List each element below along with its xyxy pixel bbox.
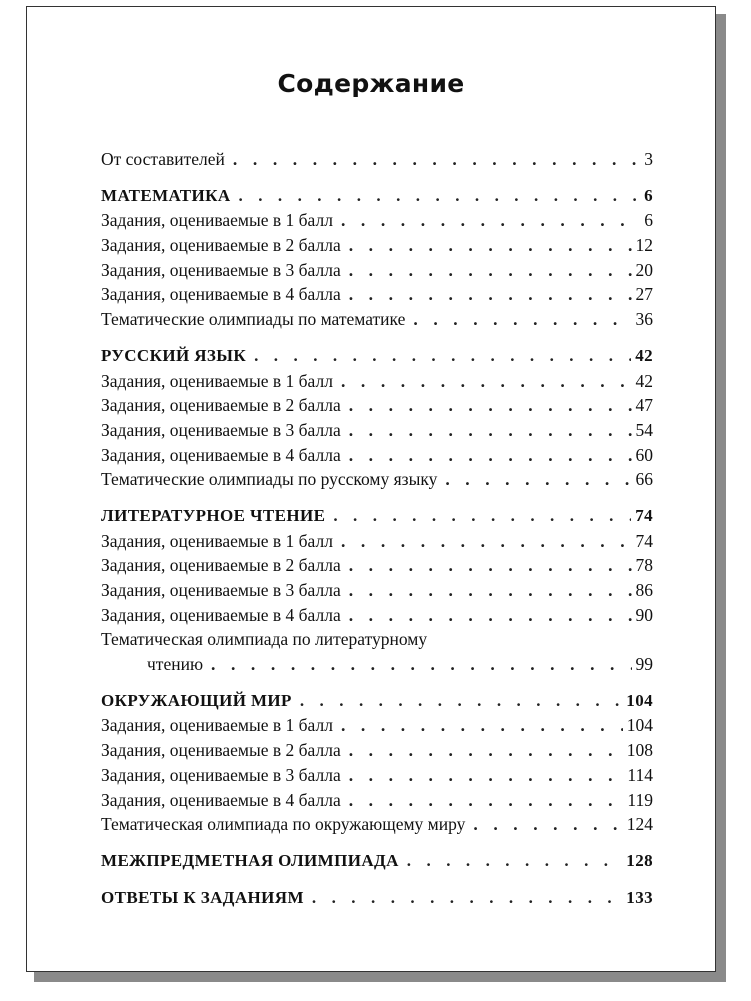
toc-entry-title: Задания, оцениваемые в 3 балла bbox=[101, 764, 341, 785]
toc-section-entry bbox=[101, 849, 653, 874]
toc-entry-title: Задания, оцениваемые в 2 балла bbox=[101, 235, 341, 256]
dot-leader bbox=[349, 603, 632, 628]
dot-leader bbox=[233, 147, 640, 172]
toc-entry bbox=[101, 763, 653, 788]
toc-page-number: 54 bbox=[635, 419, 653, 440]
toc-page-number: 12 bbox=[635, 235, 653, 256]
toc-entry bbox=[101, 738, 653, 763]
toc-page-number: 128 bbox=[626, 850, 653, 870]
toc-entry bbox=[101, 713, 653, 738]
toc-entry bbox=[101, 418, 653, 443]
toc-entry bbox=[101, 652, 653, 677]
toc-entry-title: Задания, оцениваемые в 1 балл bbox=[101, 530, 333, 551]
toc-entry-title: Задания, оцениваемые в 3 балла bbox=[101, 419, 341, 440]
toc-entry-title: чтению bbox=[147, 654, 204, 675]
toc-entry bbox=[101, 553, 653, 578]
toc-entry-title: Задания, оцениваемые в 2 балла bbox=[101, 395, 341, 416]
dot-leader bbox=[239, 184, 641, 209]
toc-section-entry bbox=[101, 184, 653, 209]
toc-entry-title: ОТВЕТЫ К ЗАДАНИЯМ bbox=[101, 887, 304, 907]
toc-entry bbox=[101, 812, 653, 837]
toc-entry bbox=[101, 208, 653, 233]
document-page bbox=[26, 6, 716, 972]
toc-page-number: 6 bbox=[644, 210, 653, 231]
dot-leader bbox=[349, 553, 632, 578]
toc-page-number: 133 bbox=[626, 887, 653, 907]
dot-leader bbox=[349, 233, 632, 258]
toc-section-entry bbox=[101, 344, 653, 369]
toc-page-number: 47 bbox=[635, 395, 653, 416]
toc-page-number: 6 bbox=[644, 185, 653, 205]
toc-section-entry bbox=[101, 689, 653, 714]
toc-page-number: 114 bbox=[627, 764, 653, 785]
dot-leader bbox=[341, 713, 623, 738]
dot-leader bbox=[300, 689, 622, 714]
toc-entry-title: МЕЖПРЕДМЕТНАЯ ОЛИМПИАДА bbox=[101, 850, 399, 870]
toc-page-number: 3 bbox=[644, 149, 653, 169]
toc-entry-title: ЛИТЕРАТУРНОЕ ЧТЕНИЕ bbox=[101, 505, 326, 525]
dot-leader bbox=[341, 529, 632, 554]
dot-leader bbox=[312, 886, 622, 911]
toc-page-number: 74 bbox=[635, 530, 653, 551]
toc-entry-title: Тематическая олимпиада по окружающему миру bbox=[101, 814, 466, 835]
toc-page-number: 90 bbox=[635, 604, 653, 625]
toc-entry-title: Задания, оцениваемые в 2 балла bbox=[101, 555, 341, 576]
toc-section-entry bbox=[101, 886, 653, 911]
dot-leader bbox=[341, 369, 632, 394]
dot-leader bbox=[413, 307, 631, 332]
toc-page-number: 119 bbox=[627, 789, 653, 810]
dot-leader bbox=[349, 282, 632, 307]
toc-entry-title: ОКРУЖАЮЩИЙ МИР bbox=[101, 690, 292, 710]
dot-leader bbox=[349, 393, 632, 418]
toc-page-number: 20 bbox=[635, 259, 653, 280]
dot-leader bbox=[254, 344, 631, 369]
dot-leader bbox=[211, 652, 631, 677]
toc-entry bbox=[101, 603, 653, 628]
dot-leader bbox=[407, 849, 623, 874]
toc-entry-title: РУССКИЙ ЯЗЫК bbox=[101, 345, 247, 365]
toc-page-number: 27 bbox=[635, 284, 653, 305]
dot-leader bbox=[349, 738, 623, 763]
toc-page-number: 104 bbox=[626, 690, 653, 710]
dot-leader bbox=[445, 467, 631, 492]
toc-page-number: 86 bbox=[635, 580, 653, 600]
toc-page-number: 36 bbox=[635, 309, 653, 330]
toc-entry-title: Задания, оцениваемые в 1 балл bbox=[101, 370, 333, 391]
dot-leader bbox=[333, 504, 631, 529]
toc-page-number: 66 bbox=[635, 469, 653, 490]
toc-entry bbox=[101, 258, 653, 283]
toc-entry-title: От составителей bbox=[101, 149, 225, 169]
toc-entry bbox=[101, 443, 653, 468]
toc-entry bbox=[101, 282, 653, 307]
toc-entry-title: Задания, оцениваемые в 4 балла bbox=[101, 444, 341, 465]
toc-entry bbox=[101, 467, 653, 492]
toc-entry bbox=[101, 369, 653, 394]
dot-leader bbox=[473, 812, 622, 837]
toc-entry-title: Задания, оцениваемые в 4 балла bbox=[101, 789, 341, 810]
table-of-contents bbox=[101, 147, 653, 910]
dot-leader bbox=[349, 578, 632, 603]
toc-entry-title: Тематические олимпиады по русскому языку bbox=[101, 469, 438, 490]
dot-leader bbox=[349, 788, 624, 813]
toc-entry bbox=[101, 788, 653, 813]
dot-leader bbox=[349, 418, 632, 443]
toc-entry-title: Задания, оцениваемые в 1 балл bbox=[101, 210, 333, 231]
toc-page-number: 124 bbox=[626, 814, 653, 835]
toc-entry bbox=[101, 529, 653, 554]
dot-leader bbox=[341, 208, 640, 233]
toc-entry-title: Задания, оцениваемые в 3 балла bbox=[101, 259, 341, 280]
toc-page-number: 108 bbox=[626, 740, 653, 761]
toc-entry bbox=[101, 233, 653, 258]
toc-entry-title: Тематические олимпиады по математике bbox=[101, 309, 406, 330]
dot-leader bbox=[349, 443, 632, 468]
toc-entry bbox=[101, 393, 653, 418]
page-title: Содержание bbox=[277, 69, 465, 98]
toc-page-number: 42 bbox=[635, 370, 653, 391]
toc-section-entry bbox=[101, 504, 653, 529]
toc-page-number: 104 bbox=[626, 715, 653, 736]
toc-entry-title: Задания, оцениваемые в 3 балла bbox=[101, 580, 341, 600]
toc-page-number: 78 bbox=[635, 555, 653, 576]
toc-page-number: 42 bbox=[635, 345, 653, 365]
toc-entry bbox=[101, 307, 653, 332]
toc-page-number: 99 bbox=[635, 654, 653, 675]
toc-entry-title: Задания, оцениваемые в 2 балла bbox=[101, 740, 341, 761]
toc-page-number: 60 bbox=[635, 444, 653, 465]
dot-leader bbox=[349, 258, 632, 283]
toc-page-number: 74 bbox=[635, 505, 653, 525]
toc-entry bbox=[101, 147, 653, 172]
dot-leader bbox=[349, 763, 624, 788]
toc-entry-title: МАТЕМАТИКА bbox=[101, 185, 231, 205]
toc-entry-title: Задания, оцениваемые в 4 балла bbox=[101, 604, 341, 625]
toc-entry bbox=[101, 578, 653, 603]
toc-entry-title: Задания, оцениваемые в 4 балла bbox=[101, 284, 341, 305]
toc-entry-line: Тематическая олимпиада по литературному bbox=[101, 629, 428, 650]
toc-entry-title: Задания, оцениваемые в 1 балл bbox=[101, 715, 333, 736]
